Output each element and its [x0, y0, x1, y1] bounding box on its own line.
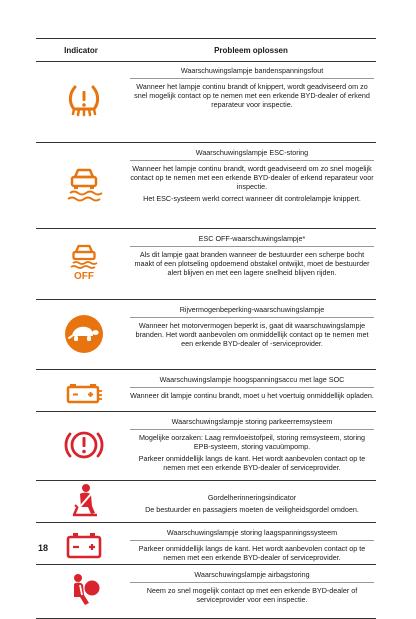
table-row [36, 411, 376, 481]
row-title: Gordelherinneringsindicator [207, 493, 297, 502]
table-row [36, 480, 376, 523]
table-header [36, 38, 376, 62]
row-text: Wanneer het motorvermogen beperkt is, gaat dit waarschuwingslampje branden. Het wordt aanbevolen om onmiddellijk contact op te nemen met een erkende BYD-dealer of -serviceprovider. [135, 321, 369, 348]
row-text: Neem zo snel mogelijk contact op met een erkende BYD-dealer of serviceprovider voor een inspectie. [146, 586, 358, 604]
page-number: 18 [38, 543, 49, 553]
esc-off-label: OFF [74, 271, 94, 282]
row-title: Waarschuwingslampje storing laagspanningssysteem [130, 528, 374, 541]
seatbelt-icon [64, 481, 104, 521]
table-row [36, 522, 376, 565]
row-text: Als dit lampje gaat branden wanneer de bestuurder een scherpe bocht maakt of een plotseling opdoemend obstakel ontwijkt, moet de bestuurder alert blijven en met een lagere snelheid blijven rijden. [134, 250, 370, 277]
esc-icon [64, 164, 104, 204]
row-text: Wanneer het lampje continu brandt, wordt geadviseerd om zo snel mogelijk contact op te nemen met een erkende BYD-dealer of erkend reparateur voor inspectie. [130, 164, 374, 191]
row-title: Waarschuwingslampje hoogspanningsaccu met lage SOC [130, 375, 374, 388]
row-text: Mogelijke oorzaken: Laag remvloeistofpeil, storing remsysteem, storing EPB-systeem, storing vacuümpomp. [138, 433, 366, 451]
row-title: Rijvermogenbeperking-waarschuwingslampje [130, 305, 374, 318]
row-title: Waarschuwingslampje airbagstoring [130, 570, 374, 583]
turtle-icon [64, 314, 104, 354]
airbag-icon [64, 571, 104, 611]
tire-pressure-icon [64, 81, 104, 121]
table-row [36, 369, 376, 412]
row-text: Parkeer onmiddellijk langs de kant. Het wordt aanbevolen contact op te nemen met een erkende BYD-dealer of serviceprovider. [138, 544, 366, 562]
row-text: De bestuurder en passagiers moeten de veiligheidsgordel omdoen. [145, 505, 359, 514]
hv-battery-icon [64, 370, 104, 410]
header-indicator: Indicator [64, 45, 98, 55]
row-title: Waarschuwingslampje bandenspanningsfout [130, 66, 374, 79]
table-row [36, 228, 376, 300]
row-text: Wanneer dit lampje continu brandt, moet u het voertuig onmiddellijk opladen. [130, 391, 374, 400]
table-row [36, 142, 376, 229]
row-text: Het ESC-systeem werkt correct wanneer dit controlelampje knippert. [143, 194, 361, 203]
esc-off-icon [64, 242, 104, 282]
table-row [36, 564, 376, 619]
row-title: Waarschuwingslampje storing parkeerremsysteem [130, 417, 374, 430]
table-row [36, 60, 376, 143]
table-row [36, 299, 376, 370]
row-title: Waarschuwingslampje ESC-storing [130, 148, 374, 161]
row-title: ESC OFF-waarschuwingslampje* [130, 234, 374, 247]
row-text: Wanneer het lampje continu brandt of knippert, wordt geadviseerd om zo snel mogelijk contact op te nemen met een erkende BYD-dealer of erkend reparateur voor inspectie. [134, 82, 370, 109]
battery-icon [64, 523, 104, 563]
row-text: Parkeer onmiddellijk langs de kant. Het wordt aanbevolen contact op te nemen met een erkende BYD-dealer of serviceprovider. [138, 454, 366, 472]
parking-brake-icon [64, 425, 104, 465]
header-problem: Probleem oplossen [214, 45, 288, 55]
